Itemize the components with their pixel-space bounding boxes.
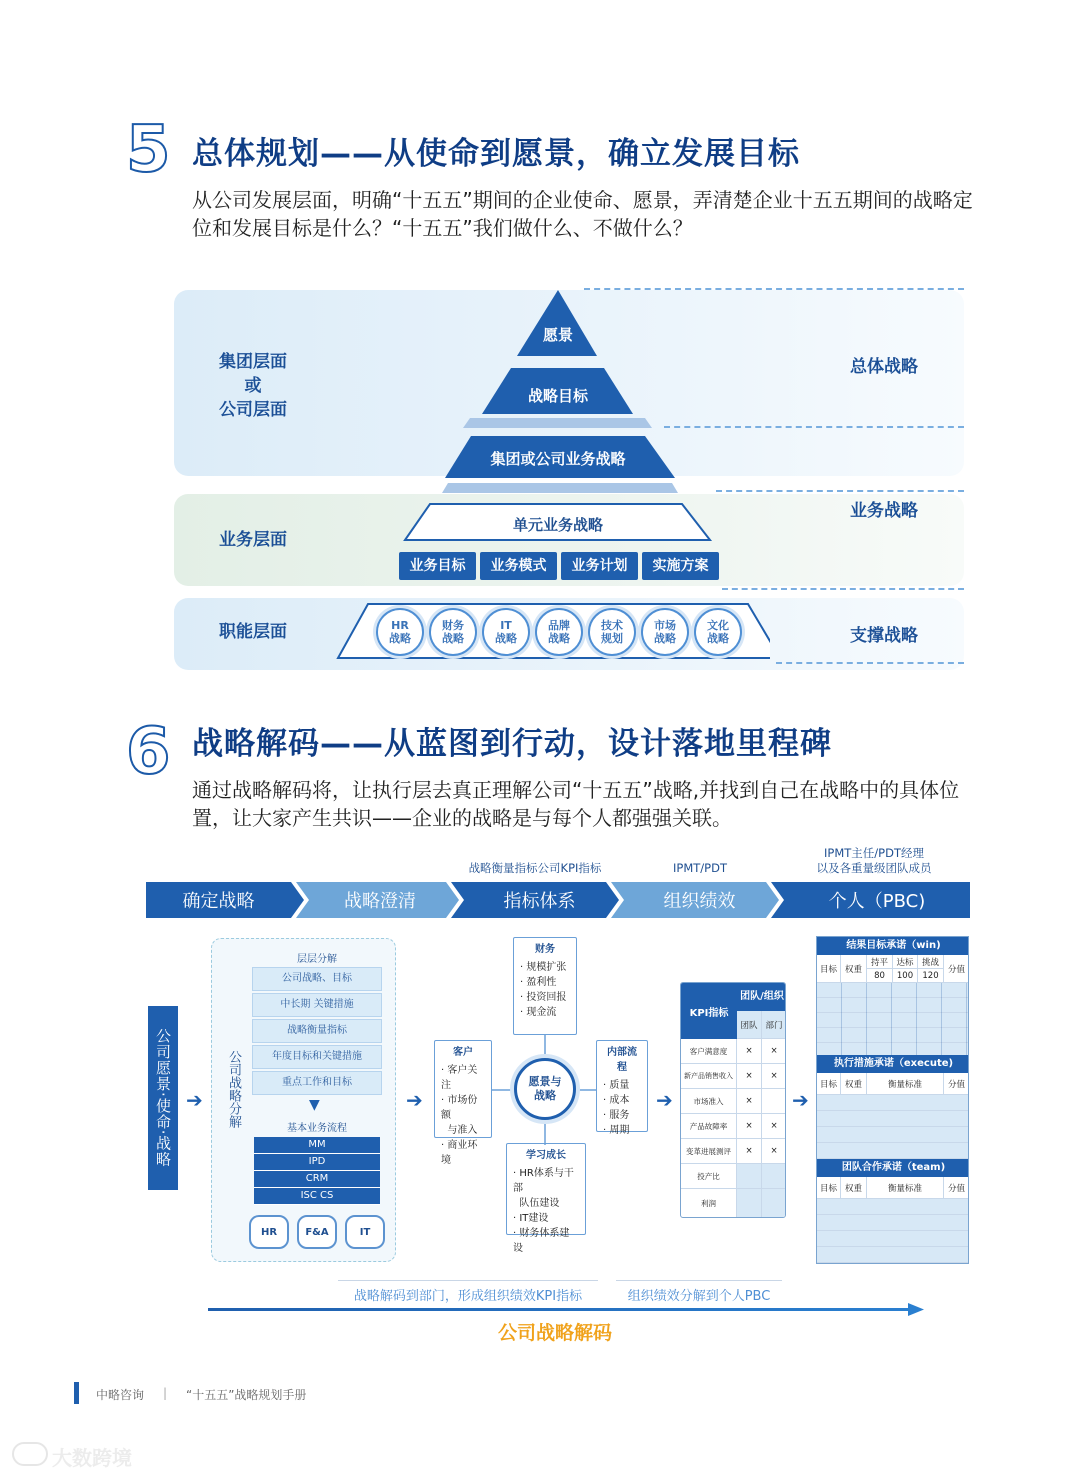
kpi-cell — [737, 1189, 762, 1218]
vision-mission-strategy-bar: 公司愿景·使命·战略 — [148, 1006, 178, 1190]
kpi-cell: × — [737, 1039, 762, 1064]
pbc-execute-rows — [817, 1095, 969, 1159]
kpi-cell — [762, 1164, 786, 1189]
step-org-performance: 组织绩效 — [663, 891, 736, 912]
bottom-note-line — [338, 1280, 598, 1281]
step-clarify-strategy: 战略澄清 — [344, 891, 416, 912]
support-fa: F&A — [297, 1215, 337, 1249]
pbc-value: 120 — [918, 969, 944, 983]
function-strategy-circle: IT 战略 — [482, 608, 530, 656]
kpi-cell: × — [737, 1139, 762, 1164]
pyramid-unit-strategy-label: 单元业务战略 — [512, 516, 603, 534]
kpi-row-name: 新产品销售收入 — [681, 1064, 737, 1089]
business-flow-item: CRM — [254, 1171, 380, 1188]
layers-title: 层层分解 — [297, 954, 337, 965]
pbc-col: 衡量标准 — [867, 1073, 944, 1095]
pbc-win-rows — [817, 983, 969, 1055]
business-box: 业务目标 — [399, 552, 476, 580]
down-arrow-icon: ▼ — [309, 1097, 320, 1113]
layer-item: 中长期 关键措施 — [252, 993, 382, 1017]
pbc-col: 挑战 — [918, 955, 944, 969]
section-5-title: 总体规划——从使命到愿景，确立发展目标 — [192, 136, 800, 172]
footer-book: “十五五”战略规划手册 — [186, 1388, 307, 1402]
pbc-value: 80 — [867, 969, 893, 983]
kpi-cell: × — [737, 1114, 762, 1139]
section-6-intro: 通过战略解码将，让执行层去真正理解公司“十五五”战略,并找到自己在战略中的具体位置，让大家产生共识——企业的战略是与每个人都强强关联。 — [192, 778, 960, 830]
overall-strategy-label: 总体战略 — [850, 357, 918, 377]
kpi-row-name: 客户满意度 — [681, 1039, 737, 1064]
pbc-col: 衡量标准 — [867, 1177, 944, 1199]
pbc-col: 分值 — [944, 1177, 969, 1199]
support-strategy-label: 支撑战略 — [850, 626, 918, 646]
kpi-cell — [737, 1164, 762, 1189]
pyramid-divider — [463, 418, 652, 428]
kpi-cell: × — [762, 1039, 786, 1064]
pyramid-vision — [517, 290, 597, 356]
kpi-row-name: 产品故障率 — [681, 1114, 737, 1139]
kpi-row-name: 利润 — [681, 1189, 737, 1218]
pyramid-divider — [442, 483, 678, 493]
flow-arrow: ➔ — [186, 1088, 203, 1112]
support-it: IT — [345, 1215, 385, 1249]
decoding-main-label: 公司战略解码 — [497, 1322, 612, 1344]
business-flow-item: IPD — [254, 1154, 380, 1171]
pbc-team-title: 团队合作承诺（team) — [817, 1159, 969, 1177]
business-level-label: 业务层面 — [219, 530, 287, 550]
decoding-arrow — [208, 1302, 928, 1318]
pbc-col: 达标 — [893, 955, 918, 969]
kpi-cell: × — [737, 1089, 762, 1114]
pbc-col: 目标 — [817, 955, 841, 983]
pbc-execute-title: 执行措施承诺（execute) — [817, 1055, 969, 1073]
pyramid-vision-label: 愿景 — [542, 326, 573, 344]
watermark-text: 大数跨境 — [52, 1446, 132, 1470]
kpi-cell: × — [762, 1064, 786, 1089]
step-indicator-system: 指标体系 — [503, 891, 576, 912]
kpi-sub-header: 部门 — [762, 1011, 786, 1039]
step-confirm-strategy: 确定战略 — [182, 891, 255, 912]
pbc-table — [816, 936, 969, 1264]
bsc-finance: 财务 · 规模扩张 · 盈利性 · 投资回报 · 现金流 — [513, 937, 577, 1035]
pbc-col: 目标 — [817, 1177, 841, 1199]
function-strategy-circle: 财务 战略 — [429, 608, 477, 656]
section-5-intro: 从公司发展层面，明确“十五五”期间的企业使命、愿景，弄清楚企业十五五期间的战略定位和发展目标是什么？“十五五”我们做什么、不做什么？ — [192, 188, 973, 240]
kpi-row-name: 市场准入 — [681, 1089, 737, 1114]
function-strategy-circle: 品牌 战略 — [535, 608, 583, 656]
kpi-cell: × — [737, 1064, 762, 1089]
bsc-vision-center: 愿景与 战略 — [514, 1058, 576, 1120]
business-box: 实施方案 — [642, 552, 719, 580]
business-box: 业务计划 — [561, 552, 638, 580]
footer-separator: | — [163, 1386, 168, 1400]
pbc-value: 100 — [893, 969, 918, 983]
watermark-logo-icon — [12, 1442, 48, 1466]
function-strategy-circle: 技术 规划 — [588, 608, 636, 656]
ipmt-note: IPMT/PDT — [673, 861, 727, 875]
group-level-label: 集团层面 或 公司层面 — [219, 352, 287, 420]
bottom-note-kpi: 战略解码到部门，形成组织绩效KPI指标 — [353, 1289, 583, 1304]
bottom-note-pbc: 组织绩效分解到个人PBC — [627, 1289, 771, 1304]
function-strategy-circle: HR 战略 — [376, 608, 424, 656]
section-5-number: 5 — [126, 113, 171, 187]
kpi-sub-header: 团队 — [737, 1011, 762, 1039]
footer-brand: 中略咨询 — [96, 1388, 145, 1402]
kpi-cell — [762, 1089, 786, 1114]
pyramid-goal-label: 战略目标 — [527, 387, 588, 405]
pbc-col: 权重 — [841, 1073, 867, 1095]
step-personal-pbc: 个人（PBC) — [828, 891, 926, 912]
bottom-note-line — [616, 1280, 782, 1281]
kpi-table — [680, 982, 786, 1218]
flow-arrow: ➔ — [406, 1088, 423, 1112]
business-flow-item: MM — [254, 1137, 380, 1154]
kpi-cell — [762, 1189, 786, 1218]
pyramid-group-strategy-label: 集团或公司业务战略 — [490, 450, 626, 468]
flow-arrow: ➔ — [656, 1088, 673, 1112]
kpi-table-title: KPI指标 — [681, 983, 737, 1039]
business-flow-item: ISC CS — [254, 1188, 380, 1205]
section-6-title: 战略解码——从蓝图到行动，设计落地里程碑 — [192, 726, 832, 762]
pbc-col: 分值 — [944, 1073, 969, 1095]
bsc-customer: 客户 · 客户关注 · 市场份额 与准入 · 商业环境 — [434, 1040, 492, 1138]
business-strategy-label: 业务战略 — [850, 501, 918, 521]
bsc-internal-process: 内部流程 · 质量 · 成本 · 服务 · 周期 — [596, 1040, 648, 1132]
pbc-col: 权重 — [841, 1177, 867, 1199]
pbc-note: IPMT主任/PDT经理 以及各重量级团队成员 — [816, 846, 932, 875]
kpi-row-name: 投产比 — [681, 1164, 737, 1189]
layer-item: 战略衡量指标 — [252, 1019, 382, 1043]
kpi-group-header: 团队/组织 — [737, 983, 786, 1011]
kpi-cell: × — [762, 1114, 786, 1139]
bsc-learning-growth: 学习成长 · HR体系与干部 队伍建设 · IT建设 · 财务体系建设 — [506, 1143, 586, 1235]
pbc-col: 目标 — [817, 1073, 841, 1095]
section-6-number: 6 — [126, 715, 171, 789]
divider-line — [776, 662, 964, 664]
decomposition-label: 公司战略分解 — [226, 1050, 241, 1128]
function-strategy-circle: 市场 战略 — [641, 608, 689, 656]
pbc-col: 分值 — [944, 955, 969, 983]
function-strategy-circle: 文化 战略 — [694, 608, 742, 656]
pbc-col: 持平 — [867, 955, 893, 969]
support-hr: HR — [249, 1215, 289, 1249]
pbc-col: 权重 — [841, 955, 867, 983]
pbc-team-rows — [817, 1199, 969, 1264]
pbc-win-title: 结果目标承诺（win) — [817, 937, 969, 955]
layer-item: 重点工作和目标 — [252, 1071, 382, 1095]
flow-title: 基本业务流程 — [287, 1123, 347, 1134]
business-box: 业务模式 — [480, 552, 557, 580]
footer-accent-bar — [74, 1382, 79, 1404]
layer-item: 年度目标和关键措施 — [252, 1045, 382, 1069]
kpi-cell: × — [762, 1139, 786, 1164]
function-level-label: 职能层面 — [219, 622, 287, 642]
layer-item: 公司战略、目标 — [252, 967, 382, 991]
kpi-row-name: 变革进展测评 — [681, 1139, 737, 1164]
kpi-note: 战略衡量指标公司KPI指标 — [468, 861, 602, 875]
flow-arrow: ➔ — [792, 1088, 809, 1112]
